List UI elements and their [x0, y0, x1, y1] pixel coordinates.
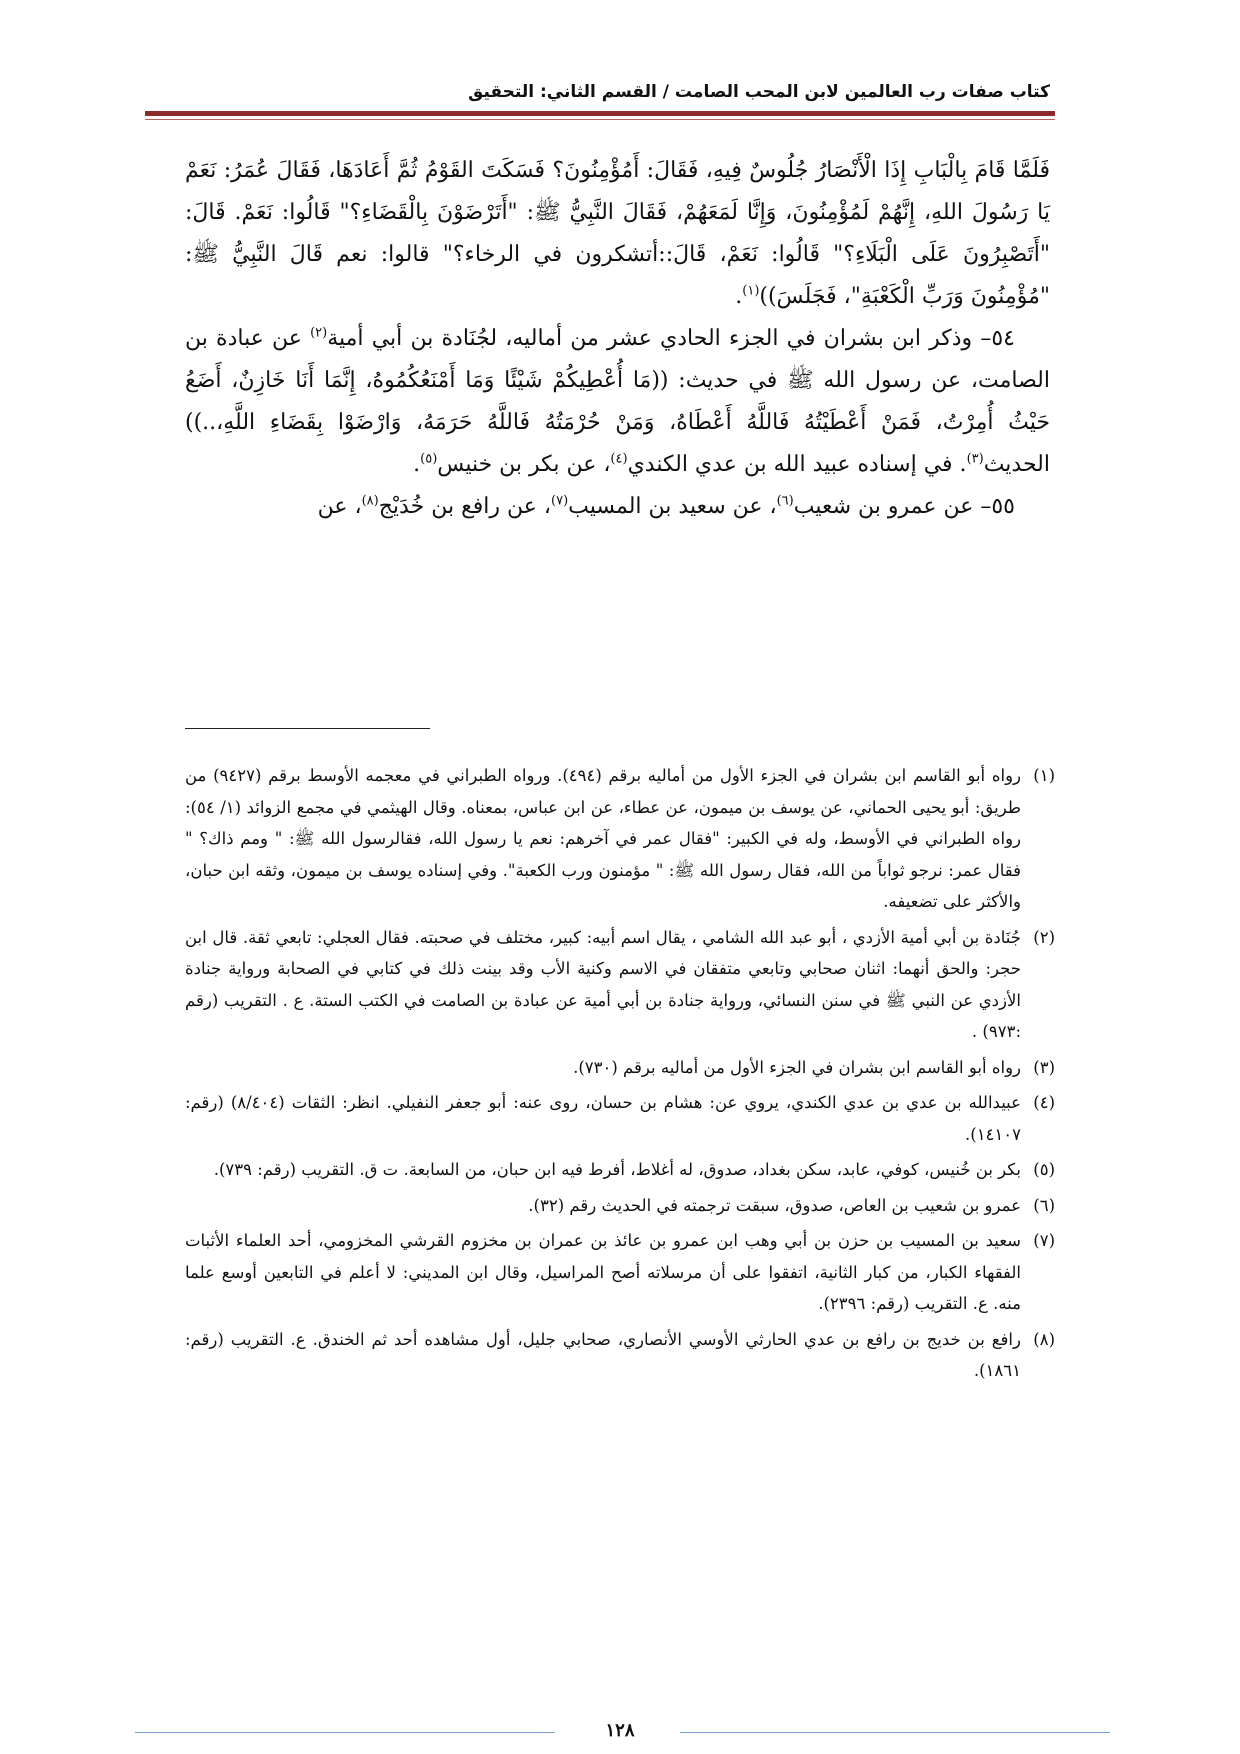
footnote-3	[185, 1052, 1055, 1084]
footnotes-list	[185, 760, 1055, 1391]
footnote-number: (٣)	[1033, 1057, 1055, 1077]
footnote-5	[185, 1154, 1055, 1186]
footnote-ref-7[interactable]: (٧)	[551, 493, 569, 509]
paragraph-55: ٥٥– عن عمرو بن شعيب$^{(٦)}$، عن سعيد بن المسيب$^{(٧)}$، عن رافع بن خُدَيْج$^{(٨)}$، عن	[317, 493, 1015, 519]
footnote-number: (٢)	[1033, 927, 1055, 947]
footnote-ref-1[interactable]: (١)	[742, 283, 760, 299]
footnote-text: سعيد بن المسيب بن حزن بن أبي وهب ابن عمرو بن عائذ بن عمران بن مخزوم القرشي المخزومي، أحد العلماء الأثبات الفقهاء الكبار، من كبار الثانية، اتفقوا على أن مرسلاته أصح المراسيل، وقال ابن المديني: لا أعلم في التابعين أوسع علما منه. ع. التقريب (رقم: ٢٣٩٦).	[185, 1231, 1021, 1313]
main-text	[185, 150, 1050, 528]
page-number: ١٢٨	[605, 1720, 635, 1741]
footnote-6	[185, 1190, 1055, 1222]
footnote-text: بكر بن خُنيس، كوفي، عابد، سكن بغداد، صدوق، له أغلاط، أفرط فيه ابن حبان، من السابعة. ت ق. التقريب (رقم: ٧٣٩).	[213, 1160, 1021, 1179]
footnote-number: (١)	[1033, 766, 1055, 785]
footnote-text: رواه أبو القاسم ابن بشران في الجزء الأول من أماليه برقم (٧٣٠).	[573, 1057, 1021, 1077]
footnote-text: عبيدالله بن عدي بن عدي الكندي، يروي عن: هشام بن حسان، روى عنه: أبو جعفر النفيلي. انظر: الثقات (٨/٤٠٤) (رقم: ١٤١٠٧).	[185, 1093, 1022, 1144]
footnote-ref-3[interactable]: (٣)	[966, 451, 984, 467]
footer-rule-right	[680, 1732, 1110, 1733]
footnote-number: (٤)	[1033, 1093, 1055, 1112]
running-header: كتاب صفات رب العالمين لابن المحب الصامت / القسم الثاني: التحقيق	[468, 82, 1050, 102]
footnote-number: (٦)	[1033, 1195, 1055, 1215]
footnote-ref-5[interactable]: (٥)	[420, 451, 438, 467]
paragraph-54: ٥٤– وذكر ابن بشران في الجزء الحادي عشر من أماليه، لجُنَادة بن أبي أمية$^{(٢)}$ عن عبادة بن الصامت، عن رسول الله ﷺ في حديث: ((مَا أُعْطِيكُمْ شَيْئًا وَمَا أَمْنَعُكُمُوهُ، إِنَّمَا أَنَا خَازِنٌ، أَضَعُ حَيْثُ أُمِرْتُ، فَمَنْ أَعْطَيْتُهُ فَاللَّهُ أَعْطَاهُ، وَمَنْ حُرْمَتُهُ فَاللَّهُ حَرَمَهُ، وَارْضَوْا بِقَضَاءِ اللَّهِ،..)) الحديث$^{(٣)}$. في إسناده عبيد الله بن عدي الكندي$^{(٤)}$، عن بكر بن خنيس$^{(٥)}$.	[185, 325, 1050, 477]
footnote-text: رواه أبو القاسم ابن بشران في الجزء الأول من أماليه برقم (٤٩٤). ورواه الطبراني في معجمه الأوسط برقم (٩٤٢٧) من طريق: أبو يحيى الحماني، عن يوسف بن ميمون، عن عطاء، عن ابن عباس، بمعناه. وقال الهيثمي في مجمع الزوائد (١/ ٥٤): رواه الطبراني في الأوسط، وله في الكبير: "فقال عمر في آخرهم: نعم يا رسول الله، فقالرسول الله ﷺ: " ومم ذاك؟ " فقال عمر: نرجو ثواباً من الله، فقال رسول الله ﷺ: " مؤمنون ورب الكعبة". وفي إسناده يوسف بن ميمون، وثقه ابن حبان، والأكثر على تضعيفه.	[185, 766, 1021, 911]
footnote-separator	[185, 728, 430, 729]
footnote-text: عمرو بن شعيب بن العاص، صدوق، سبقت ترجمته في الحديث رقم (٣٢).	[528, 1195, 1021, 1215]
footnote-number: (٨)	[1033, 1329, 1055, 1349]
footnote-text: رافع بن خديج بن رافع بن عدي الحارثي الأوسي الأنصاري، صحابي جليل، أول مشاهده أحد ثم الخندق. ع. التقريب (رقم: ١٨٦١).	[185, 1329, 1021, 1380]
footnote-7	[185, 1225, 1055, 1320]
header-rule-thick	[145, 111, 1055, 116]
footnote-ref-6[interactable]: (٦)	[776, 493, 794, 509]
footnote-number: (٧)	[1033, 1231, 1055, 1250]
footnote-8	[185, 1324, 1055, 1387]
footer-rule-left	[135, 1732, 555, 1733]
paragraph-continuation: فَلَمَّا قَامَ بِالْبَابِ إِذَا الْأَنْصَارُ جُلُوسٌ فِيهِ، فَقَالَ: أَمُؤْمِنُونَ؟ فَسَكَتَ القَوْمُ ثُمَّ أَعَادَهَا، فَقَالَ عُمَرُ: نَعَمْ يَا رَسُولَ اللهِ، إِنَّهُمْ لَمُؤْمِنُونَ، وَإِنَّا لَمَعَهُمْ، فَقَالَ النَّبِيُّ ﷺ: "أَتَرْضَوْنَ بِالْقَضَاءِ؟" قَالُوا: نَعَمْ. قَالَ: "أَتَصْبِرُونَ عَلَى الْبَلَاءِ؟" قَالُوا: نَعَمْ، قَالَ::أتشكرون في الرخاء؟" قالوا: نعم قَالَ النَّبِيُّ ﷺ: "مُؤْمِنُونَ وَرَبِّ الْكَعْبَةِ"، فَجَلَسَ))$^{(١)}$.	[185, 158, 1050, 309]
header-rule-thin	[145, 119, 1055, 120]
footnote-ref-2[interactable]: (٢)	[310, 325, 328, 341]
footnote-number: (٥)	[1033, 1160, 1055, 1179]
footnote-ref-8[interactable]: (٨)	[361, 493, 379, 509]
footnote-text: جُنَادة بن أبي أمية الأزدي ، أبو عبد الله الشامي ، يقال اسم أبيه: كبير، مختلف في صحبته. فقال العجلي: تابعي ثقة. قال ابن حجر: والحق أنهما: اثنان صحابي وتابعي متفقان في الاسم وكنية الأب وقد بينت ذلك في كتابي في الصحابة ورواية جنادة الأزدي عن النبي ﷺ في سنن النسائي، ورواية جنادة بن أبي أمية عن عبادة بن الصامت في الكتب الستة. ع . التقريب (رقم :٩٧٣) .	[185, 927, 1021, 1041]
footnote-ref-4[interactable]: (٤)	[610, 451, 628, 467]
footnote-1	[185, 760, 1055, 918]
footnote-4	[185, 1087, 1055, 1150]
footnote-2	[185, 922, 1055, 1048]
